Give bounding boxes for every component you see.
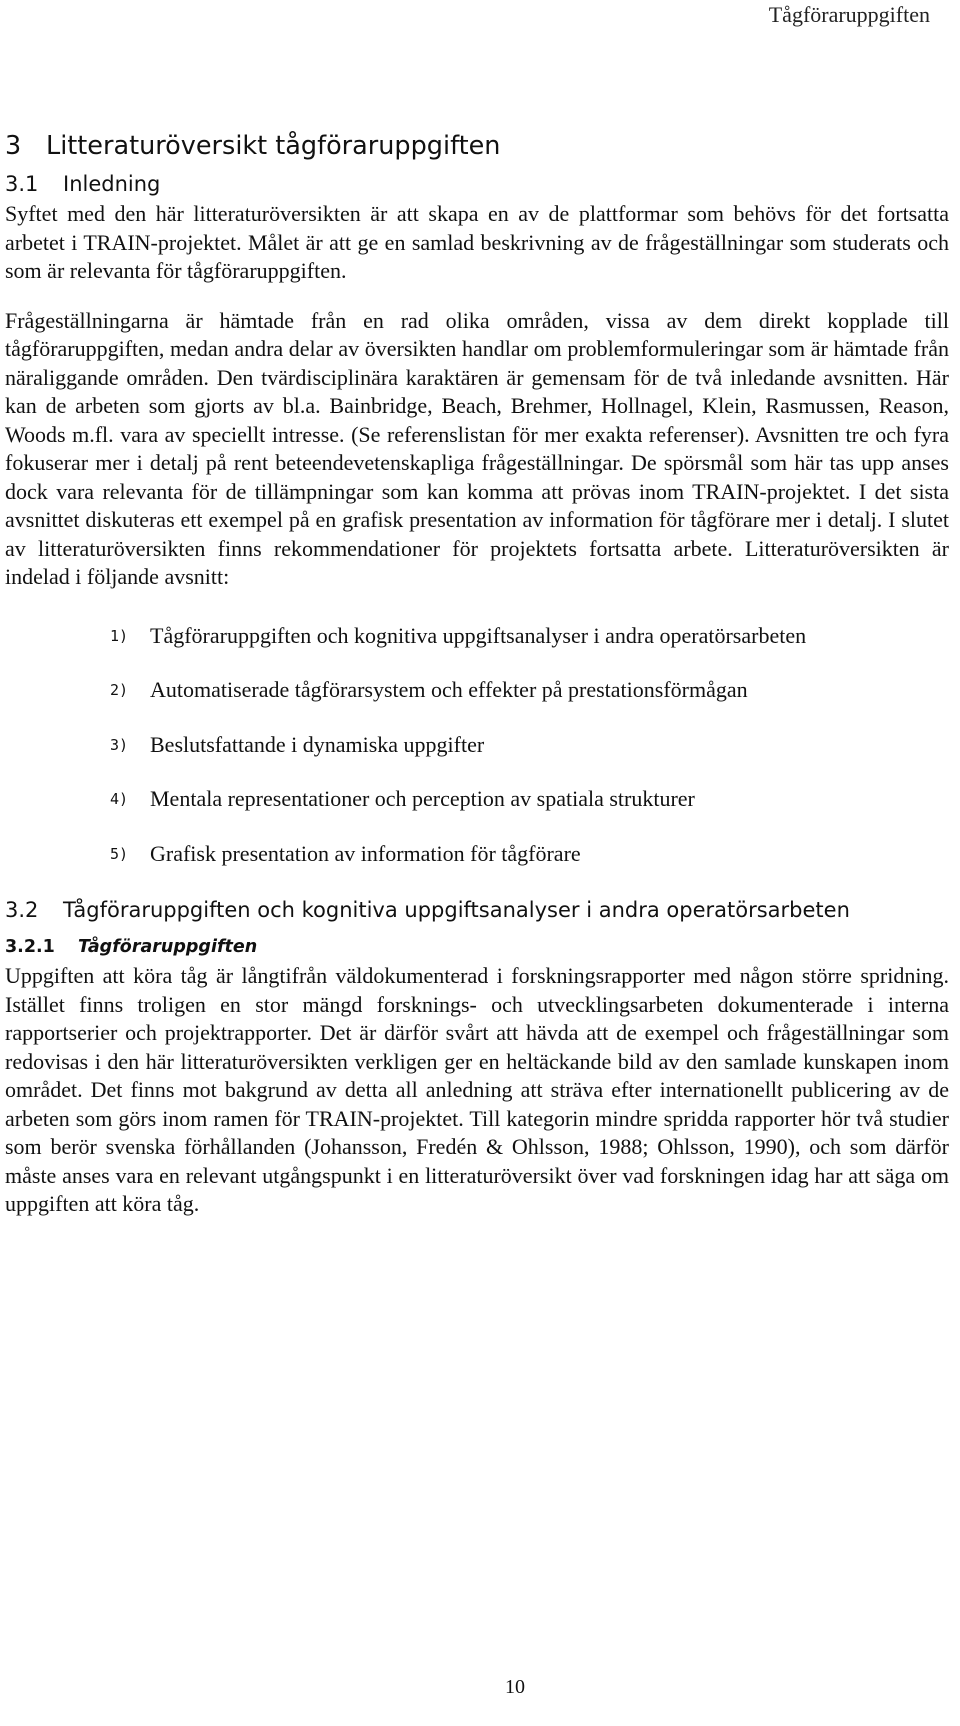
section-list <box>5 622 949 869</box>
list-item-text: Tågföraruppgiften och kognitiva uppgiftsanalyser i andra operatörsarbeten <box>150 622 807 648</box>
page-content <box>5 126 949 1219</box>
list-marker: 2) <box>110 681 129 699</box>
list-item-text: Beslutsfattande i dynamiska uppgifter <box>150 731 485 757</box>
subsection-number: 3.2 <box>5 898 39 922</box>
section-number: 3 <box>5 131 22 161</box>
paragraph-intro: Syftet med den här litteraturöversikten är att skapa en av de plattformar som behövs för det fortsatta arbetet i TRAIN-projektet. Målet är att ge en samlad beskrivning av de frågeställningar som studerats och som är relevanta för tågföraruppgiften. <box>5 201 949 283</box>
list-item-text: Mentala representationer och perception av spatiala strukturer <box>150 786 695 811</box>
subsection-heading-3-2 <box>5 894 949 926</box>
list-marker: 1) <box>110 626 129 645</box>
subsection-number: 3.1 <box>5 172 39 196</box>
section-heading <box>5 126 949 166</box>
subsubsection-title: Tågföraruppgiften <box>78 937 258 957</box>
page-number: 10 <box>505 1676 525 1698</box>
subsection-title: Inledning <box>63 172 161 196</box>
paragraph-overview: Frågeställningarna är hämtade från en rad olika områden, vissa av dem direkt kopplade till tågföraruppgiften, medan andra delar av översikten handlar om problemformuleringar som är hämtade från näraliggande områden. Den tvärdisciplinära karaktären är gemensam för de två inledande avsnitten. Här kan de arbeten som gjorts av bl.a. Bainbridge, Beach, Brehmer, Hollnagel, Klein, Rasmussen, Reason, Woods m.fl. vara av speciellt intresse. (Se referenslistan för mer exakta referenser). Avsnitten tre och fyra fokuserar mer i detalj på rent beteendevetenskapliga frågeställningar. De spörsmål som här tas upp anses dock vara relevanta för de tillämpningar som kan komma att prövas inom TRAIN-projektet. I det sista avsnittet diskuteras ett exempel på en grafisk presentation av information för tågförare mer i detalj. I slutet av litteraturöversikten finns rekommendationer för projektets fortsatta arbete. Litteraturöversikten är indelad i följande avsnitt: <box>5 307 949 589</box>
list-item <box>5 676 949 705</box>
paragraph-train-task: Uppgiften att köra tåg är långtifrån väldokumenterad i forskningsrapporter med någon större spridning. Istället finns troligen en stor mängd forsknings- och utvecklingsarbeten dokumenterade i interna rapportserier och projektrapporter. Det är därför svårt att hävda att de exempel och frågeställningar som redovisas i den här litteraturöversikten verkligen ger en heltäckande bild av den samlade kunskapen inom området. Det finns mot bakgrund av detta all anledning att sträva efter internationellt publicering av de arbeten som görs inom ramen för TRAIN-projektet. Till kategorin mindre spridda rapporter hör två studier som berör svenska förhållanden (Johansson, Fredén & Ohlsson, 1988; Ohlsson, 1990), och som därför måste anses vara en relevant utgångspunkt i en litteraturöversikt över vad forskningen idag har att säga om uppgiften att köra tåg. <box>5 963 949 1216</box>
list-item-text: Grafisk presentation av information för tågförare <box>150 840 581 866</box>
list-item <box>5 622 949 651</box>
subsection-heading-3-1 <box>5 168 949 200</box>
subsubsection-heading-3-2-1 <box>5 932 949 962</box>
section-title: Litteraturöversikt tågföraruppgiften <box>46 131 501 161</box>
list-item-text: Automatiserade tågförarsystem och effekter på prestationsförmågan <box>150 677 748 702</box>
list-marker: 3) <box>110 735 129 754</box>
list-marker: 5) <box>110 844 129 863</box>
list-item <box>5 785 949 814</box>
list-item <box>5 840 949 869</box>
subsection-title: Tågföraruppgiften och kognitiva uppgiftsanalyser i andra operatörsarbeten <box>63 898 850 922</box>
running-header: Tågföraruppgiften <box>768 2 930 27</box>
list-item <box>5 731 949 760</box>
subsubsection-number: 3.2.1 <box>5 937 55 957</box>
list-marker: 4) <box>110 790 129 808</box>
